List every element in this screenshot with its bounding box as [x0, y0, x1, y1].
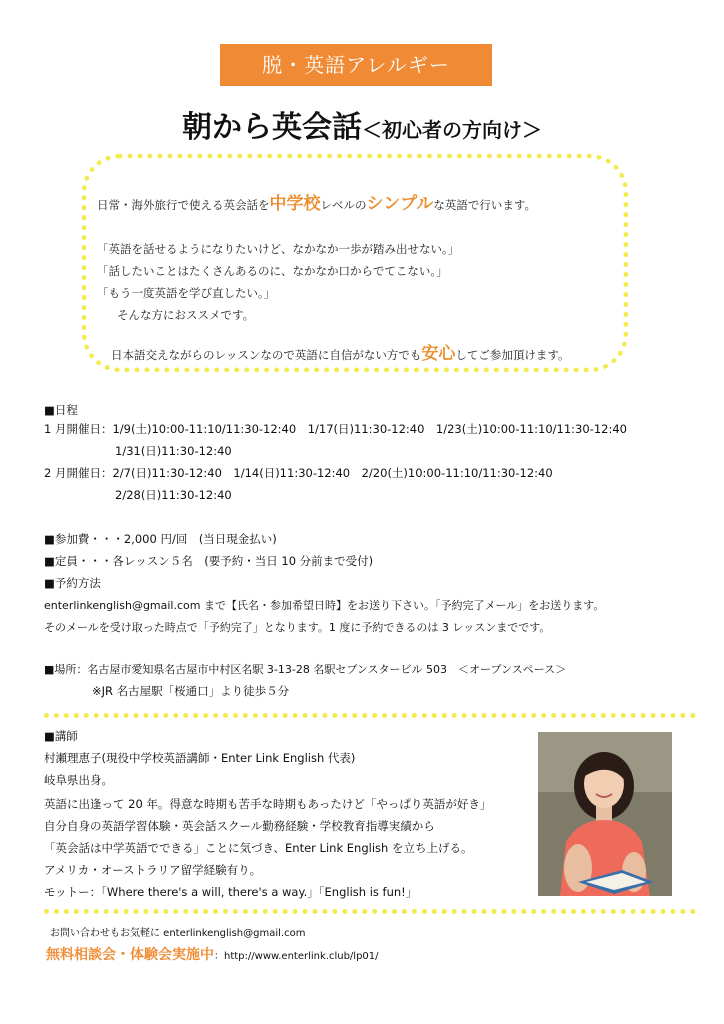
highlight-junior-high: 中学校 [269, 194, 321, 214]
banner: 脱・英語アレルギー [220, 44, 492, 86]
schedule-february-cont: 2/28(日)11:30-12:40 [115, 488, 232, 502]
page-title [0, 102, 724, 146]
schedule-january: 1 月開催日：1/9(土)10:00-11:10/11:30-12:40 1/17(日)11:30-12:40 1/23(土)10:00-11:10/11:30-12:40 [44, 422, 627, 436]
intro-box [82, 154, 628, 372]
fee: ■参加費・・・2,000 円/回 (当日現金払い) [44, 532, 277, 546]
intro-text: してご参加頂けます。 [455, 348, 570, 362]
title-sub: ＜初心者の方向け＞ [362, 118, 542, 142]
intro-quote-1: 「英語を話せるようになりたいけど、なかなか一歩が踏み出せない。」 [97, 242, 460, 256]
footer-url[interactable]: ：http://www.enterlink.club/lp01/ [214, 951, 379, 962]
contact-line: お問い合わせもお気軽に enterlinkenglish@gmail.com [50, 928, 306, 939]
divider-top [44, 713, 696, 718]
consult-label: 無料相談会・体験会実施中 [46, 947, 214, 963]
schedule-february: 2 月開催日：2/7(日)11:30-12:40 1/14(日)11:30-12:40 2/20(土)10:00-11:10/11:30-12:40 [44, 466, 553, 480]
reservation-line-2: そのメールを受け取った時点で「予約完了」となります。1 度に予約できるのは 3 レッスンまでです。 [44, 621, 551, 634]
instructor-motto: モットー：「Where there's a will, there's a way.」「English is fun!」 [44, 885, 418, 899]
intro-quote-2: 「話したいことはたくさんあるのに、なかなか口からでてこない。」 [97, 264, 448, 278]
highlight-relief: 安心 [421, 344, 456, 364]
title-main: 朝から英会話 [182, 110, 362, 145]
instructor-portrait-illustration [538, 732, 672, 896]
instructor-bio-4: アメリカ・オーストラリア留学経験有り。 [44, 863, 262, 877]
reservation-line-1: enterlinkenglish@gmail.com まで【氏名・参加希望日時】をお送り下さい。「予約完了メール」をお送ります。 [44, 599, 605, 612]
intro-recommend: そんな方におススメです。 [117, 308, 255, 322]
intro-text: 日本語交えながらのレッスンなので英語に自信がない方でも [111, 348, 422, 362]
intro-text: 日常・海外旅行で使える英会話を [97, 198, 270, 212]
intro-line-1 [97, 189, 536, 214]
intro-quote-3: 「もう一度英語を学び直したい。」 [97, 286, 276, 300]
instructor-bio-3: 「英会話は中学英語でできる」ことに気づき、Enter Link English を立ち上げる。 [44, 841, 473, 855]
reservation-heading: ■予約方法 [44, 576, 101, 590]
footer-consult [46, 944, 379, 964]
instructor-bio-2: 自分自身の英語学習体験・英会話スクール勤務経験・学校教育指導実績から [44, 819, 435, 833]
highlight-simple: シンプル [366, 194, 434, 214]
place-line-2: ※JR 名古屋駅「桜通口」より徒歩５分 [92, 684, 290, 698]
instructor-heading: ■講師 [44, 729, 78, 743]
capacity: ■定員・・・各レッスン５名 (要予約・当日 10 分前まで受付) [44, 554, 374, 568]
schedule-heading: ■日程 [44, 403, 78, 417]
schedule-january-cont: 1/31(日)11:30-12:40 [115, 444, 232, 458]
divider-bottom [44, 909, 696, 914]
intro-text: な英語で行います。 [433, 198, 536, 212]
instructor-origin: 岐阜県出身。 [44, 773, 113, 787]
instructor-photo [538, 732, 672, 896]
intro-last-line [111, 339, 569, 364]
instructor-name: 村瀬理恵子(現役中学校英語講師・Enter Link English 代表) [44, 751, 356, 765]
place-line-1: ■場所：名古屋市愛知県名古屋市中村区名駅 3-13-28 名駅セブンスタービル 503 ＜オープンスペース＞ [44, 663, 567, 676]
intro-text: レベルの [320, 198, 367, 212]
instructor-bio-1: 英語に出逢って 20 年。得意な時期も苦手な時期もあったけど「やっぱり英語が好き」 [44, 797, 492, 811]
